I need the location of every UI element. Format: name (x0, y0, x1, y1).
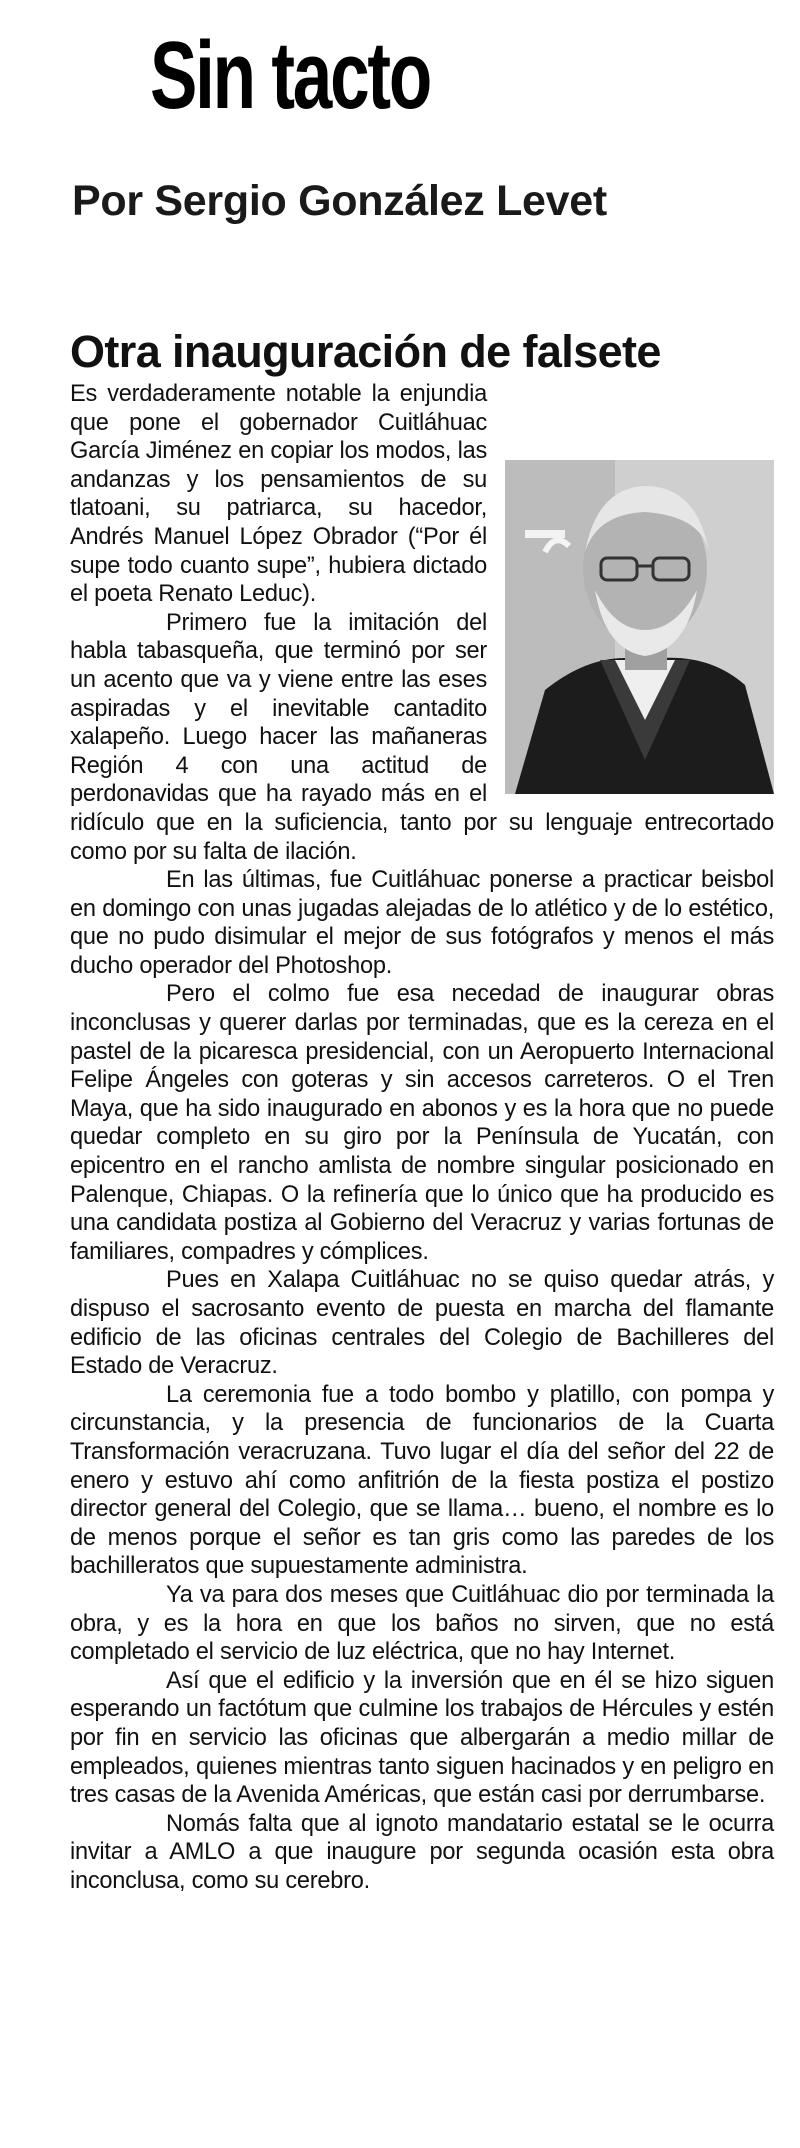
paragraph: Primero fue la imitación del habla tabasqueña, que terminó por ser un acento que va y viene entre las eses aspiradas y el inevitable cantadito xalapeño. Luego hacer las mañaneras Región 4 con una actitud de perdonavidas que ha rayado más en el ridículo que en la suficiencia, tanto por su lenguaje entrecortado como por su falta de ilación. (70, 609, 774, 865)
author-photo (505, 460, 774, 794)
paragraph: Es verdaderamente notable la enjundia que pone el gobernador Cuitláhuac García Jiménez en copiar los modos, las andanzas y los pensamientos de su tlatoani, su patriarca, su hacedor, Andrés Manuel López Obrador (“Por él supe todo cuanto supe”, hubiera dictado el poeta Renato Leduc). (70, 381, 487, 608)
paragraph: La ceremonia fue a todo bombo y platillo, con pompa y circunstancia, y la presencia de funcionarios de la Cuarta Transformación veracruzana. Tuvo lugar el día del señor del 22 de enero y estuvo ahí como anfitrión de la fiesta postiza el postizo director general del Colegio, que se llama… bueno, el nombre es lo de menos porque el señor es tan gris como las paredes de los bachilleratos que supuestamente administra. (70, 1381, 774, 1580)
column-title: Sin tacto (150, 22, 430, 129)
article-headline: Otra inauguración de falsete (70, 326, 661, 377)
paragraph: Ya va para dos meses que Cuitláhuac dio por terminada la obra, y es la hora en que los baños no sirven, que no está completado el servicio de luz eléctrica, que no hay Internet. (70, 1581, 774, 1666)
paragraph: Nomás falta que al ignoto mandatario estatal se le ocurra invitar a AMLO a que inaugure por segunda ocasión esta obra inconclusa, como su cerebro. (70, 1810, 774, 1894)
paragraph: Así que el edificio y la inversión que en él se hizo siguen esperando un factótum que culmine los trabajos de Hércules y estén por fin en servicio las oficinas que albergarán a medio millar de empleados, quienes mientras tanto siguen hacinados y en peligro en tres casas de la Avenida Américas, que están casi por derrumbarse. (70, 1667, 774, 1809)
paragraph: Pues en Xalapa Cuitláhuac no se quiso quedar atrás, y dispuso el sacrosanto evento de puesta en marcha del flamante edificio de las oficinas centrales del Colegio de Bachilleres del Estado de Veracruz. (70, 1267, 774, 1380)
article-body (70, 380, 774, 1895)
paragraph: En las últimas, fue Cuitláhuac ponerse a practicar beisbol en domingo con unas jugadas alejadas de lo atlético y de lo estético, que no pudo disimular el mejor de sus fotógrafos y menos el más ducho operador del Photoshop. (70, 867, 774, 979)
paragraph: Pero el colmo fue esa necedad de inaugurar obras inconclusas y querer darlas por terminadas, que es la cereza en el pastel de la picaresca presidencial, con un Aeropuerto Internacional Felipe Ángeles con goteras y sin accesos carreteros. O el Tren Maya, que ha sido inaugurado en abonos y es la hora que no puede quedar completo en su giro por la Península de Yucatán, con epicentro en el rancho amlista de nombre singular posicionado en Palenque, Chiapas. O la refinería que lo único que ha producido es una candidata postiza al Gobierno del Veracruz y varias fortunas de familiares, compadres y cómplices. (70, 981, 774, 1265)
byline: Por Sergio González Levet (72, 177, 607, 225)
